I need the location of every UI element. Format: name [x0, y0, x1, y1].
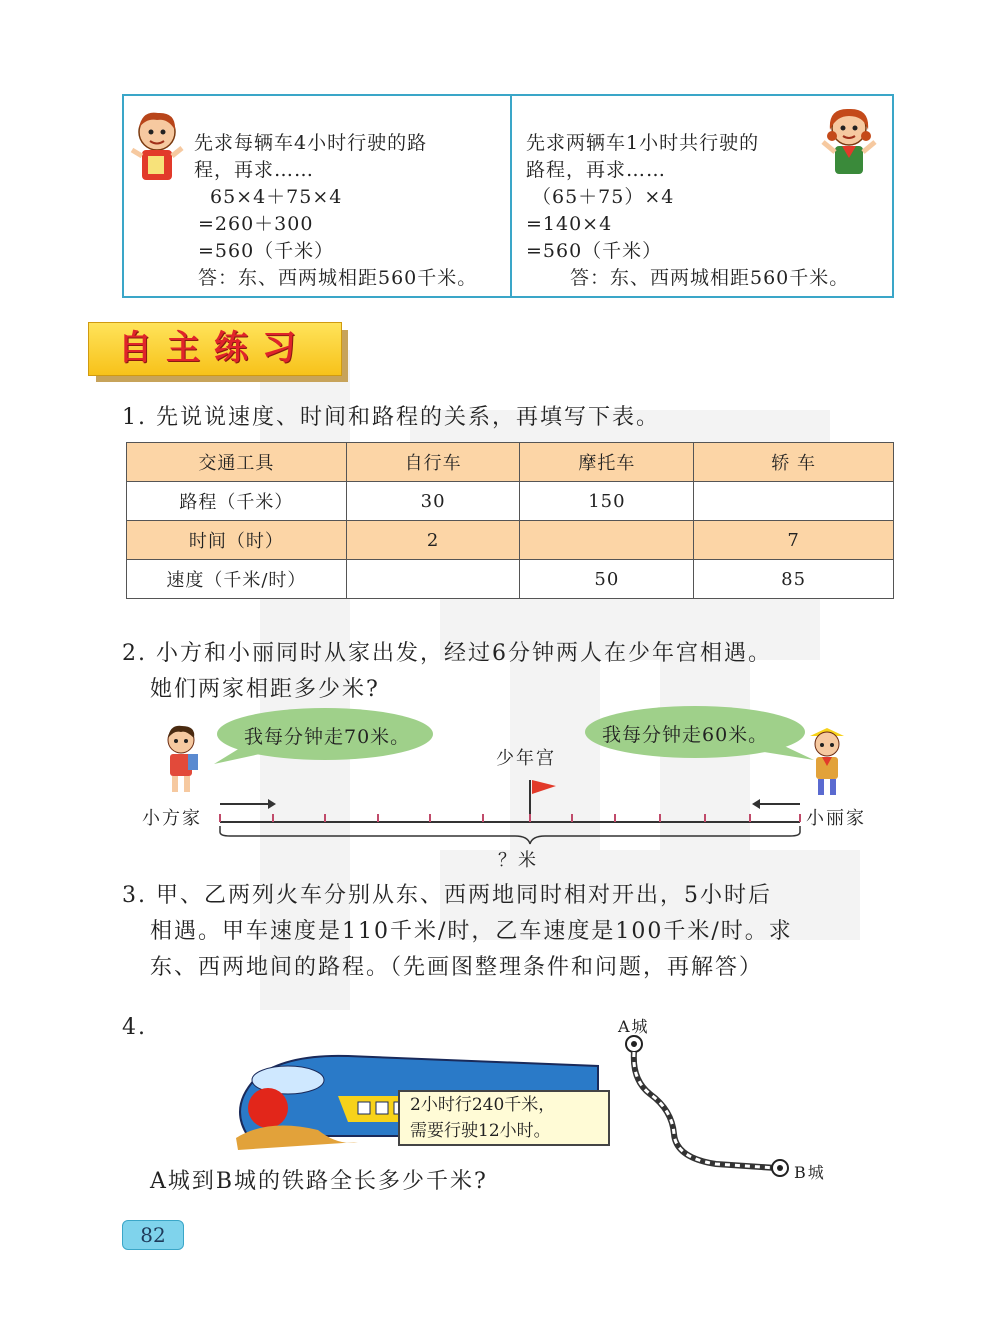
q4-number: 4.	[122, 1015, 147, 1040]
right-line-2: 路程，再求……	[526, 159, 667, 181]
table-header-cell: 交通工具	[127, 443, 347, 482]
table-row	[127, 482, 894, 521]
q3-line-1: 3. 甲、乙两列火车分别从东、西两地同时相对开出，5小时后	[122, 883, 772, 908]
left-home-label: 小方家	[142, 808, 202, 829]
city-b-label: B城	[794, 1163, 826, 1182]
table-cell: 速度（千米/时）	[127, 560, 347, 599]
xiaofang-character-icon	[156, 724, 206, 796]
left-solution-text	[194, 130, 477, 292]
train-note	[398, 1090, 610, 1146]
q4-question: A城到B城的铁路全长多少千米?	[150, 1169, 488, 1194]
left-line-4: =260＋300	[198, 213, 314, 235]
table-header-cell: 自行车	[346, 443, 520, 482]
right-line-1: 先求两辆车1小时共行驶的	[526, 132, 760, 154]
q2-line-2: 她们两家相距多少米?	[150, 677, 380, 702]
left-line-1: 先求每辆车4小时行驶的路	[194, 132, 428, 154]
page-number: 82	[122, 1220, 184, 1250]
table-row	[127, 521, 894, 560]
table-cell-blank[interactable]	[694, 482, 894, 521]
table-cell: 150	[520, 482, 694, 521]
right-line-4: =140×4	[526, 213, 613, 235]
table-cell: 50	[520, 560, 694, 599]
q3-line-2: 相遇。甲车速度是110千米/时，乙车速度是100千米/时。求	[150, 919, 793, 944]
solution-box	[122, 94, 894, 298]
table-cell: 2	[346, 521, 520, 560]
table-cell: 路程（千米）	[127, 482, 347, 521]
boy-character-icon	[128, 110, 186, 188]
train-note-line-2: 需要行驶12小时。	[410, 1121, 551, 1141]
q2-line-1: 2. 小方和小丽同时从家出发，经过6分钟两人在少年宫相遇。	[122, 641, 772, 666]
table-cell: 时间（时）	[127, 521, 347, 560]
table-row	[127, 560, 894, 599]
railway-map	[616, 1030, 796, 1180]
left-line-5: =560（千米）	[198, 240, 335, 262]
table-cell: 85	[694, 560, 894, 599]
city-a-label: A城	[618, 1017, 650, 1036]
right-bubble-text: 我每分钟走60米。	[602, 724, 769, 746]
left-line-6: 答：东、西两城相距560千米。	[198, 267, 478, 289]
left-bubble-text: 我每分钟走70米。	[244, 726, 411, 748]
q1-text: 1. 先说说速度、时间和路程的关系，再填写下表。	[122, 405, 660, 430]
table-header-cell: 摩托车	[520, 443, 694, 482]
table-header-row	[127, 443, 894, 482]
section-banner	[88, 322, 350, 384]
right-line-3: （65＋75）×4	[532, 186, 675, 208]
distance-label: ？米	[498, 850, 538, 871]
left-line-3: 65×4＋75×4	[210, 186, 343, 208]
right-line-6: 答：东、西两城相距560千米。	[570, 267, 850, 289]
section-title: 自主练习	[118, 328, 310, 368]
right-line-5: =560（千米）	[526, 240, 663, 262]
table-cell: 30	[346, 482, 520, 521]
palace-label: 少年宫	[496, 748, 556, 769]
right-solution-text	[526, 130, 849, 292]
speed-table	[126, 442, 894, 599]
table-cell: 7	[694, 521, 894, 560]
q3-line-3: 东、西两地间的路程。（先画图整理条件和问题，再解答）	[150, 955, 764, 980]
solution-divider	[510, 96, 512, 296]
table-cell-blank[interactable]	[520, 521, 694, 560]
number-line-diagram	[210, 772, 810, 848]
left-line-2: 程，再求……	[194, 159, 315, 181]
train-note-line-1: 2小时行240千米，	[410, 1095, 556, 1115]
table-cell-blank[interactable]	[346, 560, 520, 599]
right-home-label: 小丽家	[806, 808, 866, 829]
table-header-cell: 轿 车	[694, 443, 894, 482]
